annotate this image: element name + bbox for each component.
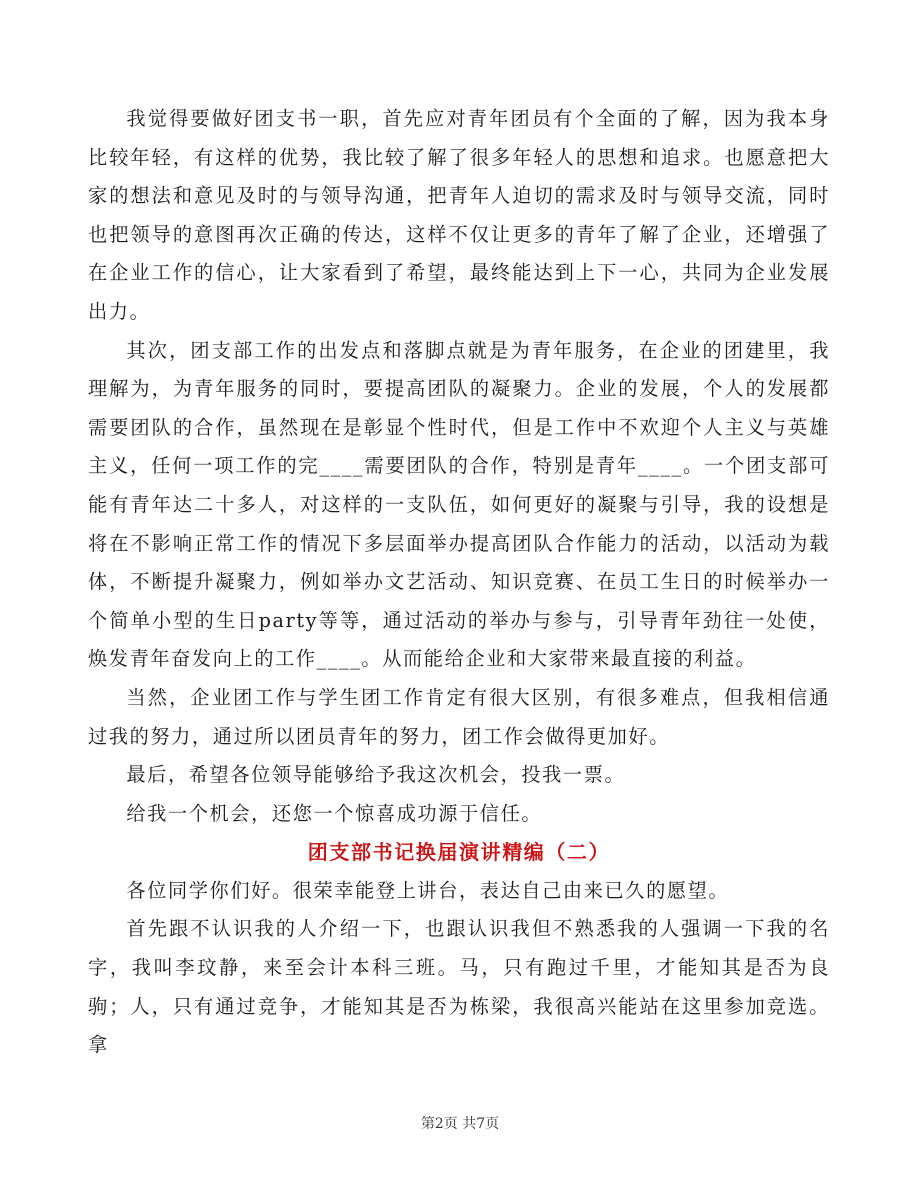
paragraph-closing: 给我一个机会，还您一个惊喜成功源于信任。 [126, 801, 543, 825]
page-number-footer: 第2页 共7页 [420, 1116, 500, 1132]
paragraph-difficulties: 当然，企业团工作与学生团工作肯定有很大区别，有很多难点，但我相信通过我的努力，通过所以团员青年的努力，团工作会做得更加好。 [88, 685, 830, 748]
section-heading: 团支部书记换届演讲精编（二） [307, 840, 611, 865]
document-page [88, 100, 830, 1065]
paragraph-self-intro: 首先跟不认识我的人介绍一下，也跟认识我但不熟悉我的人强调一下我的名字，我叫李玟静，来至会计本科三班。马，只有跑过千里，才能知其是否为良驹；人，只有通过竞争，才能知其是否为栋梁，我很高兴能站在这里参加竞选。拿 [88, 917, 830, 1057]
paragraph-greeting: 各位同学你们好。很荣幸能登上讲台，表达自己由来已久的愿望。 [126, 878, 730, 902]
paragraph-request-vote: 最后，希望各位领导能够给予我这次机会，投我一票。 [126, 763, 626, 787]
paragraph-team-cohesion: 其次，团支部工作的出发点和落脚点就是为青年服务，在企业的团建里，我理解为，为青年服务的同时，要提高团队的凝聚力。企业的发展，个人的发展都需要团队的合作，虽然现在是彰显个性时代，但是工作中不欢迎个人主义与英雄主义，任何一项工作的完____需要团队的合作，特别是青年____。一个团支部可能有青年达二十多人，对这样的一支队伍，如何更好的凝聚与引导，我的设想是将在不影响正常工作的情况下多层面举办提高团队合作能力的活动，以活动为载体，不断提升凝聚力，例如举办文艺活动、知识竞赛、在员工生日的时候举办一个简单小型的生日party等等，通过活动的举办与参与，引导青年劲往一处使，焕发青年奋发向上的工作____。从而能给企业和大家带来最直接的利益。 [88, 338, 830, 671]
paragraph-intro: 我觉得要做好团支书一职，首先应对青年团员有个全面的了解，因为我本身比较年轻，有这样的优势，我比较了解了很多年轻人的思想和追求。也愿意把大家的想法和意见及时的与领导沟通，把青年人迫切的需求及时与领导交流，同时也把领导的意图再次正确的传达，这样不仅让更多的青年了解了企业，还增强了在企业工作的信心，让大家看到了希望，最终能达到上下一心，共同为企业发展出力。 [88, 107, 830, 323]
